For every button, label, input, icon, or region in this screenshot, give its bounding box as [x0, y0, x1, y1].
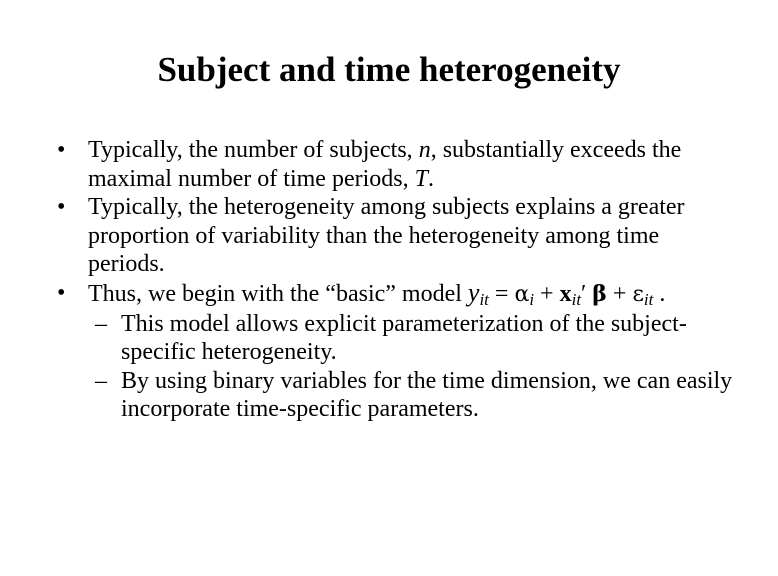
subbullet-marker: –	[95, 310, 107, 337]
bullet-item-2	[0, 193, 728, 279]
bullet-marker: •	[57, 194, 66, 221]
subbullet-item-2	[0, 367, 741, 424]
bullet-marker: •	[57, 279, 66, 306]
formula-y: y	[467, 277, 480, 307]
slide-title: Subject and time heterogeneity	[157, 50, 621, 89]
bullet-1-text-c: .	[427, 165, 434, 192]
formula-epsilon: ε	[632, 281, 644, 307]
formula-end: .	[653, 280, 666, 307]
formula-sub-i: i	[529, 289, 535, 309]
formula-alpha: α	[514, 281, 530, 307]
formula-plus: +	[606, 280, 633, 307]
subbullet-1-text: This model allows explicit parameterization of the subject-specific heterogeneity.	[121, 310, 687, 366]
bullet-2-text: Typically, the heterogeneity among subjects explains a greater proportion of variability than the heterogeneity among time periods.	[88, 194, 685, 278]
symbol-n: n	[418, 137, 431, 163]
bullet-marker: •	[57, 137, 66, 163]
formula-x: x	[559, 280, 572, 307]
subbullet-item-1	[0, 310, 741, 367]
symbol-T: T	[414, 165, 428, 192]
formula-equals: =	[488, 280, 515, 307]
formula-prime: ′	[581, 280, 593, 307]
bullet-item-3	[0, 279, 728, 310]
formula-beta: β	[592, 280, 607, 307]
slide-body	[0, 136, 778, 424]
subbullet-marker: –	[95, 367, 107, 394]
formula-plus: +	[534, 280, 560, 307]
bullet-item-1	[0, 136, 728, 193]
bullet-1-text-a: Typically, the number of subjects,	[88, 137, 419, 163]
bullet-1-text-b: , substantially exceeds the maximal number of time periods,	[88, 137, 682, 192]
formula-sub-it: it	[479, 289, 489, 309]
subbullet-2-text: By using binary variables for the time dimension, we can easily incorporate time-specific parameters.	[121, 367, 733, 423]
bullet-3-text: Thus, we begin with the “basic” model	[88, 280, 468, 307]
formula-sub-it: it	[643, 289, 654, 309]
formula-sub-it: it	[571, 289, 582, 309]
